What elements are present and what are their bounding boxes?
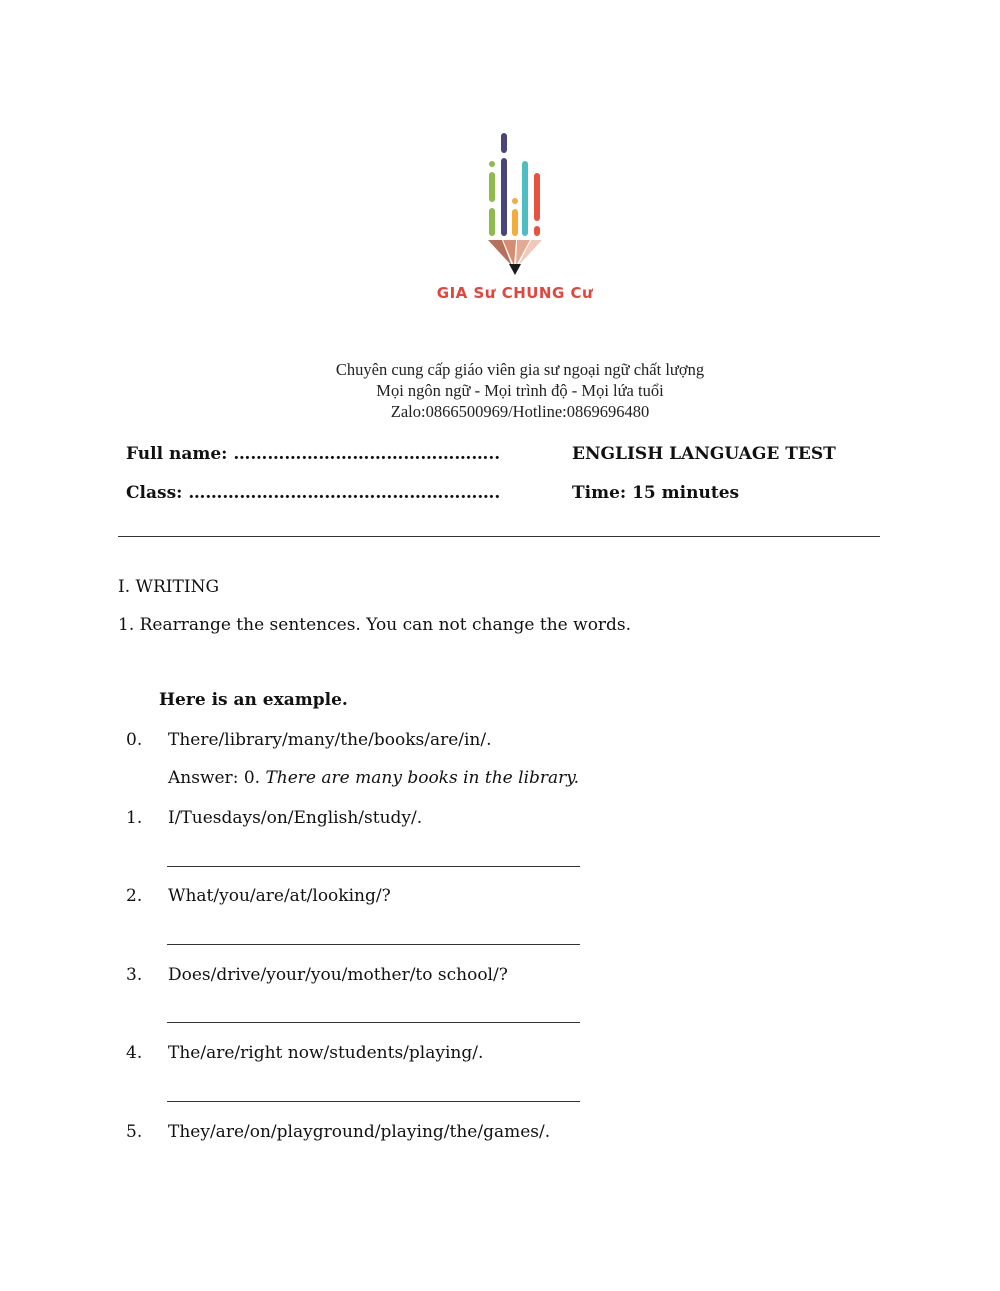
- section-title: I. WRITING: [118, 577, 220, 597]
- question-1-number: 1.: [126, 808, 143, 828]
- question-3-number: 3.: [126, 965, 143, 985]
- question-2-number: 2.: [126, 886, 143, 906]
- question-3-text: Does/drive/your/you/mother/to school/?: [168, 965, 508, 985]
- tagline-line-1: Chuyên cung cấp giáo viên gia sư ngoại ngữ chất lượng: [335, 360, 705, 379]
- full-name-field: Full name: ………………………………………..: [126, 444, 501, 464]
- class-field: Class: ……………………………………………….: [126, 483, 501, 503]
- question-3-answer-line[interactable]: [167, 1022, 580, 1023]
- test-time: Time: 15 minutes: [572, 483, 740, 503]
- example-answer-prefix: Answer: 0.: [168, 768, 261, 788]
- question-4-text: The/are/right now/students/playing/.: [168, 1043, 484, 1063]
- example-answer: [168, 768, 579, 788]
- tagline-line-3: Zalo:0866500969/Hotline:0869696480: [390, 402, 650, 421]
- question-5-text: They/are/on/playground/playing/the/games/.: [168, 1122, 551, 1142]
- question-4-number: 4.: [126, 1043, 143, 1063]
- instruction: 1. Rearrange the sentences. You can not change the words.: [118, 615, 632, 635]
- brand-name: GIA Sư CHUNG Cư: [436, 284, 594, 302]
- question-1-text: I/Tuesdays/on/English/study/.: [168, 808, 423, 828]
- test-title: ENGLISH LANGUAGE TEST: [572, 444, 836, 464]
- question-2-answer-line[interactable]: [167, 944, 580, 945]
- example-text: There/library/many/the/books/are/in/.: [168, 730, 492, 750]
- example-answer-text: There are many books in the library.: [265, 768, 580, 788]
- example-number: 0.: [126, 730, 143, 750]
- question-5-number: 5.: [126, 1122, 143, 1142]
- header-divider: [118, 536, 880, 537]
- question-4-answer-line[interactable]: [167, 1101, 580, 1102]
- question-2-text: What/you/are/at/looking/?: [168, 886, 391, 906]
- tagline-line-2: Mọi ngôn ngữ - Mọi trình độ - Mọi lứa tuổi: [376, 381, 664, 400]
- pencil-bars-logo-icon: [478, 128, 552, 278]
- question-1-answer-line[interactable]: [167, 866, 580, 867]
- example-label: Here is an example.: [159, 690, 348, 710]
